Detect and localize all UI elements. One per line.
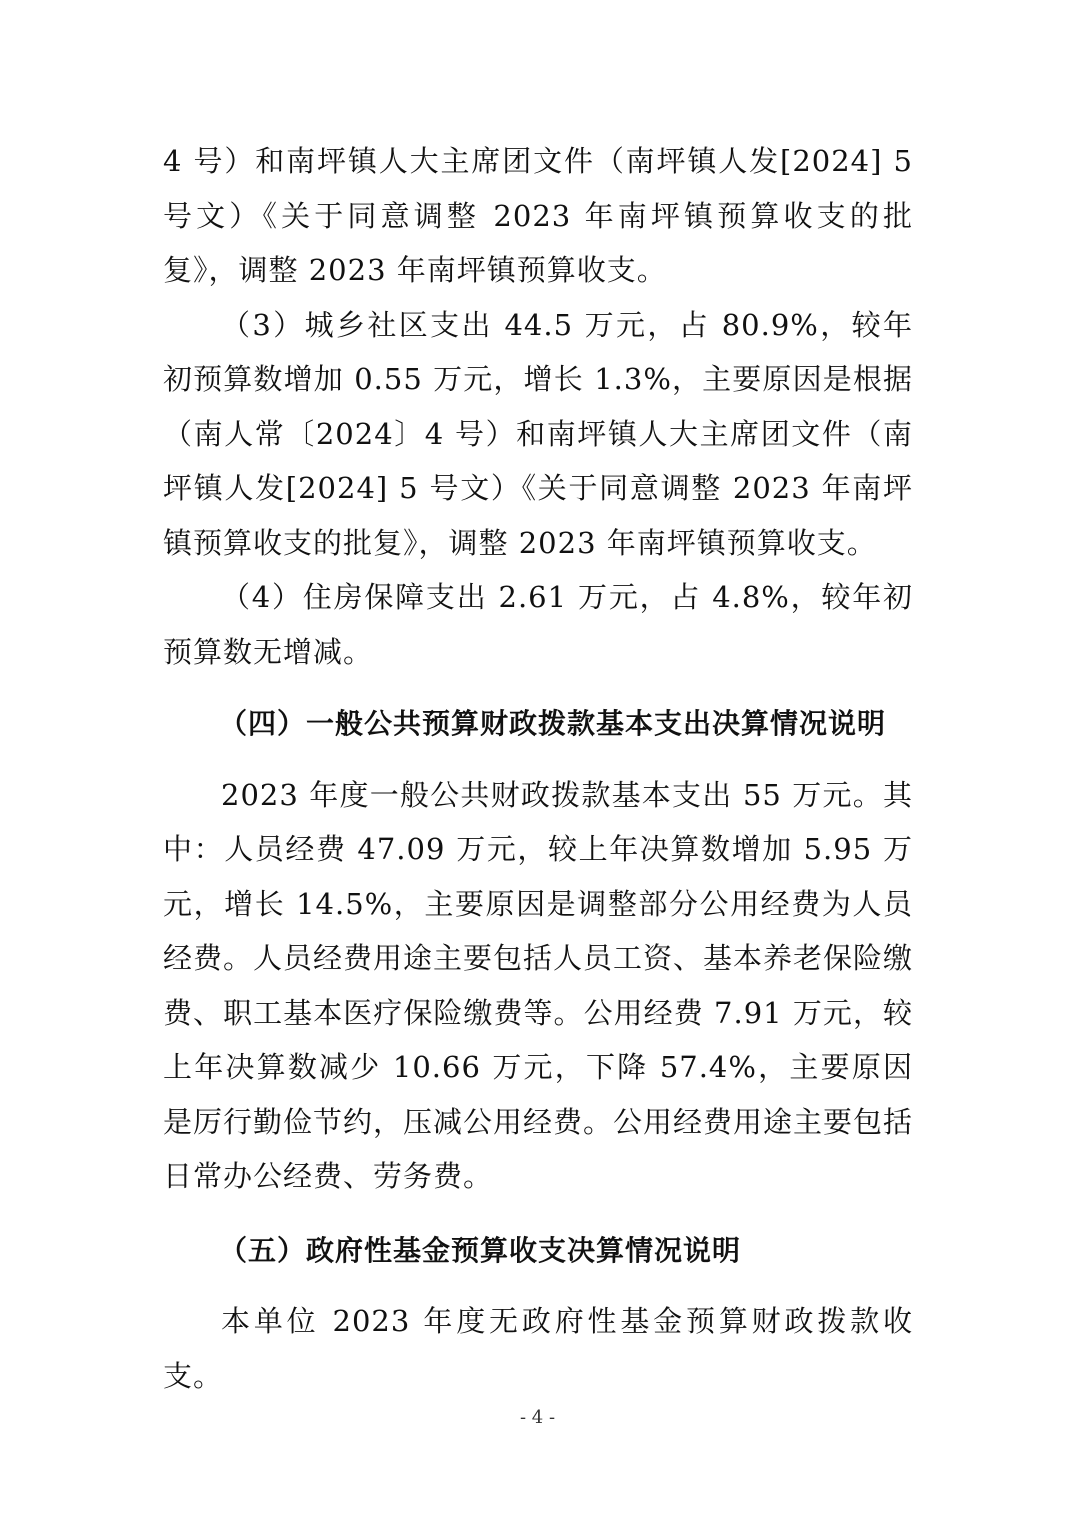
section-heading-basic-expenditure: （四）一般公共预算财政拨款基本支出决算情况说明 [219, 707, 887, 740]
paragraph-government-fund: 本单位 2023 年度无政府性基金预算财政拨款收支。 [163, 1304, 913, 1393]
paragraph-housing-expense: （4）住房保障支出 2.61 万元，占 4.8%，较年初预算数无增减。 [163, 580, 913, 669]
paragraph-continuation: 4 号）和南坪镇人大主席团文件（南坪镇人发[2024] 5 号文）《关于同意调整 2023 年南坪镇预算收支的批复》，调整 2023 年南坪镇预算收支。 [163, 144, 913, 287]
paragraph-basic-expenditure: 2023 年度一般公共财政拨款基本支出 55 万元。其中：人员经费 47.09 万元，较上年决算数增加 5.95 万元，增长 14.5%，主要原因是调整部分公用经费为人员经费。人员经费用途主要包括人员工资、基本养老保险缴费、职工基本医疗保险缴费等。公用经费 7.91 万元，较上年决算数减少 10.66 万元，下降 57.4%，主要原因是厉行勤俭节约，压减公用经费。公用经费用途主要包括日常办公经费、劳务费。 [163, 777, 914, 1193]
section-heading-government-fund: （五）政府性基金预算收支决算情况说明 [219, 1233, 742, 1267]
document-body [163, 134, 913, 1403]
page-number: - 4 - [519, 1407, 556, 1428]
paragraph-urban-community-expense: （3）城乡社区支出 44.5 万元，占 80.9%，较年初预算数增加 0.55 万元，增长 1.3%，主要原因是根据（南人常〔2024〕4 号）和南坪镇人大主席团文件（南坪镇人发[2024] 5 号文）《关于同意调整 2023 年南坪镇预算收支的批复》，调整 2023 年南坪镇预算收支。 [163, 307, 913, 560]
